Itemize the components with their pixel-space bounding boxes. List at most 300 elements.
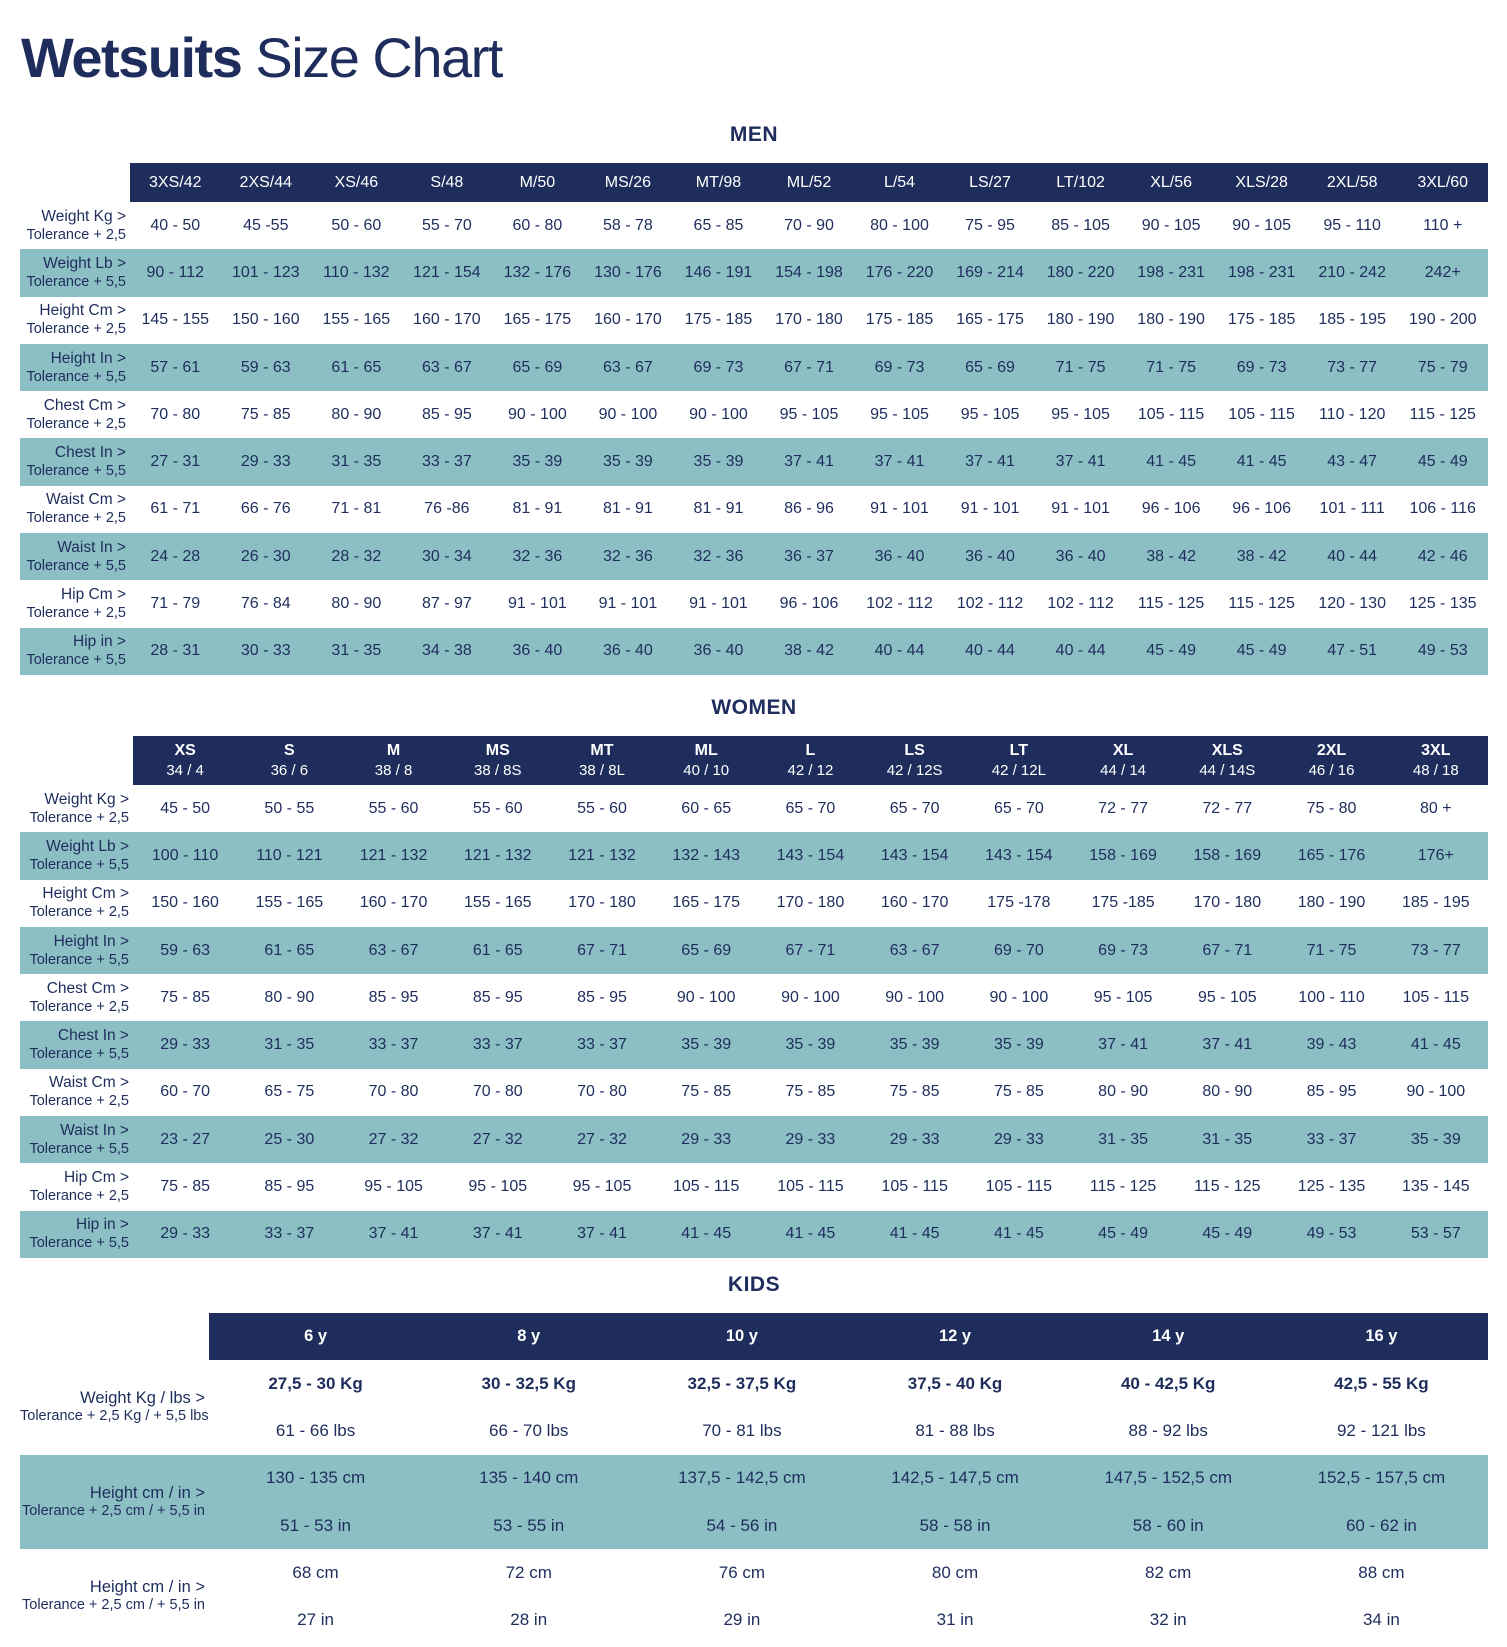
men-header-row <box>20 163 1488 202</box>
table-cell: 160 - 170 <box>413 311 481 329</box>
table-cell: 95 - 110 <box>1323 216 1381 234</box>
table-cell: 75 - 95 <box>965 216 1015 234</box>
kids-size-header: 8 y <box>422 1313 635 1360</box>
table-cell: 49 - 53 <box>1279 1211 1383 1258</box>
table-row <box>20 1069 1488 1116</box>
table-row <box>20 1116 1488 1163</box>
table-cell: 165 - 176 <box>1279 832 1383 879</box>
table-cell: 65 - 69 <box>492 344 583 391</box>
row-label <box>20 880 133 927</box>
table-cell: 105 - 115 <box>881 1178 948 1196</box>
table-cell: 27 - 32 <box>550 1116 654 1163</box>
row-label <box>20 438 130 485</box>
table-cell: 41 - 45 <box>863 1211 967 1258</box>
table-cell: 91 - 101 <box>598 595 658 613</box>
table-cell: 69 - 73 <box>673 344 764 391</box>
women-size-header <box>1175 736 1279 785</box>
title-bold: Wetsuits <box>21 26 242 89</box>
table-cell: 31 in <box>936 1610 974 1630</box>
men-size-header: XLS/28 <box>1216 163 1307 202</box>
table-row <box>20 628 1488 675</box>
table-cell: 125 - 135 <box>1408 595 1477 613</box>
row-label-main: Chest In > <box>57 1027 129 1045</box>
row-label-main: Hip Cm > <box>60 586 126 604</box>
table-cell: 73 - 77 <box>1307 344 1398 391</box>
table-cell: 65 - 70 <box>785 799 836 817</box>
table-cell: 175 - 185 <box>1227 311 1296 329</box>
table-cell: 41 - 45 <box>654 1211 758 1258</box>
table-cell: 61 - 65 <box>446 927 550 974</box>
table-cell: 67 - 71 <box>758 927 862 974</box>
table-row <box>20 249 1488 296</box>
row-label <box>20 1021 133 1068</box>
table-cell: 198 - 231 <box>1216 249 1307 296</box>
table-cell: 85 - 95 <box>1306 1083 1357 1101</box>
row-label-tolerance: Tolerance + 2,5 <box>26 226 126 243</box>
table-cell: 135 - 145 <box>1402 1178 1470 1196</box>
table-cell: 69 - 70 <box>967 927 1071 974</box>
table-cell: 90 - 105 <box>1141 216 1201 234</box>
table-cell: 69 - 73 <box>1216 344 1307 391</box>
size-equivalent: 38 / 8L <box>579 762 625 779</box>
table-cell: 33 - 37 <box>1279 1116 1383 1163</box>
table-row <box>20 1163 1488 1210</box>
table-row <box>20 580 1488 627</box>
table-cell: 90 - 100 <box>781 988 840 1006</box>
table-cell: 42 - 46 <box>1397 533 1488 580</box>
row-label-tolerance: Tolerance + 2,5 Kg / + 5,5 lbs <box>20 1408 209 1425</box>
row-label-tolerance: Tolerance + 5,5 <box>26 652 126 669</box>
table-cell: 60 - 70 <box>160 1083 211 1101</box>
table-cell: 101 - 123 <box>221 249 312 296</box>
table-cell: 40 - 44 <box>1035 628 1126 675</box>
table-cell: 71 - 81 <box>331 500 382 518</box>
size-equivalent: 42 / 12L <box>991 762 1046 779</box>
table-cell: 41 - 45 <box>1384 1021 1488 1068</box>
table-cell: 145 - 155 <box>141 311 210 329</box>
table-row <box>20 1360 1488 1407</box>
table-cell: 38 - 42 <box>764 628 855 675</box>
table-cell: 100 - 110 <box>1298 988 1365 1006</box>
men-size-header: 2XS/44 <box>221 163 312 202</box>
table-cell: 75 - 85 <box>160 1178 211 1196</box>
table-cell: 85 - 95 <box>472 988 523 1006</box>
table-cell: 36 - 37 <box>764 533 855 580</box>
table-cell: 110 - 120 <box>1318 405 1386 423</box>
table-cell: 170 - 180 <box>568 894 636 912</box>
row-label-tolerance: Tolerance + 2,5 <box>26 605 126 622</box>
table-cell: 81 - 91 <box>693 500 744 518</box>
table-cell: 45 - 49 <box>1126 628 1217 675</box>
row-label-main: Weight Lb > <box>43 254 126 272</box>
women-size-header <box>1071 736 1175 785</box>
table-cell: 170 - 180 <box>775 311 843 329</box>
table-cell: 115 - 125 <box>1089 1178 1157 1196</box>
table-cell: 175 - 185 <box>865 311 934 329</box>
table-cell: 105 - 115 <box>1228 405 1295 423</box>
table-cell: 135 - 140 cm <box>422 1455 635 1502</box>
table-cell: 35 - 39 <box>758 1021 862 1068</box>
size-name: 3XL <box>1421 742 1451 759</box>
table-cell: 132 - 176 <box>492 249 583 296</box>
table-cell: 59 - 63 <box>133 927 237 974</box>
size-name: 2XL <box>1316 742 1347 759</box>
table-cell: 105 - 115 <box>985 1178 1053 1196</box>
table-cell: 165 - 175 <box>503 311 572 329</box>
table-cell: 36 - 40 <box>492 628 583 675</box>
table-cell: 37 - 41 <box>764 438 855 485</box>
row-label <box>20 974 133 1021</box>
table-cell: 69 - 73 <box>854 344 945 391</box>
row-label-main: Chest Cm > <box>46 979 129 997</box>
table-cell: 175 -185 <box>1091 894 1155 912</box>
table-cell: 76 - 84 <box>240 595 291 613</box>
table-cell: 102 - 112 <box>1047 595 1114 613</box>
table-cell: 32 in <box>1149 1610 1187 1630</box>
size-name: LS <box>904 742 925 759</box>
table-cell: 47 - 51 <box>1307 628 1398 675</box>
women-size-table <box>20 736 1488 1258</box>
table-cell: 158 - 169 <box>1175 832 1279 879</box>
table-cell: 63 - 67 <box>583 344 674 391</box>
table-cell: 82 cm <box>1145 1562 1192 1582</box>
table-cell: 152,5 - 157,5 cm <box>1275 1455 1488 1502</box>
table-cell: 28 - 32 <box>311 533 402 580</box>
row-label-main: Height cm / in > <box>89 1483 205 1502</box>
table-cell: 40 - 44 <box>945 628 1036 675</box>
table-cell: 58 - 78 <box>603 216 653 234</box>
row-label-tolerance: Tolerance + 2,5 <box>29 998 129 1015</box>
table-cell: 71 - 79 <box>150 595 201 613</box>
row-label <box>20 628 130 675</box>
table-cell: 147,5 - 152,5 cm <box>1062 1455 1275 1502</box>
table-cell: 90 - 105 <box>1232 216 1291 234</box>
table-cell: 130 - 135 cm <box>209 1455 422 1502</box>
women-size-header <box>967 736 1071 785</box>
table-cell: 31 - 35 <box>1175 1116 1279 1163</box>
table-cell: 57 - 61 <box>130 344 221 391</box>
table-row <box>20 1407 1488 1454</box>
table-cell: 125 - 135 <box>1297 1178 1366 1196</box>
table-cell: 34 in <box>1362 1610 1400 1630</box>
table-cell: 65 - 70 <box>993 799 1044 817</box>
table-cell: 91 - 101 <box>508 595 567 613</box>
table-row <box>20 974 1488 1021</box>
table-row <box>20 1211 1488 1258</box>
table-cell: 70 - 80 <box>368 1083 419 1101</box>
row-label-main: Weight Lb > <box>46 837 129 855</box>
table-cell: 35 - 39 <box>673 438 764 485</box>
table-cell: 110 - 132 <box>311 249 402 296</box>
table-cell: 58 - 60 in <box>1062 1502 1275 1549</box>
size-name: MT <box>590 742 614 759</box>
row-label-main: Waist Cm > <box>46 491 126 509</box>
table-cell: 75 - 85 <box>681 1083 732 1101</box>
table-cell: 53 - 57 <box>1384 1211 1488 1258</box>
table-cell: 31 - 35 <box>237 1021 341 1068</box>
table-cell: 91 - 101 <box>870 500 929 518</box>
size-equivalent: 48 / 18 <box>1412 762 1459 779</box>
table-cell: 40 - 50 <box>150 216 201 234</box>
table-cell: 38 - 42 <box>1126 533 1217 580</box>
table-cell: 102 - 112 <box>956 595 1024 613</box>
kids-size-header: 16 y <box>1275 1313 1488 1360</box>
kids-size-header: 12 y <box>848 1313 1061 1360</box>
table-cell: 158 - 169 <box>1071 832 1175 879</box>
table-cell: 45 - 49 <box>1175 1211 1279 1258</box>
table-cell: 67 - 71 <box>1175 927 1279 974</box>
size-equivalent: 44 / 14 <box>1100 762 1147 779</box>
row-label-tolerance: Tolerance + 2,5 <box>29 1093 129 1110</box>
table-cell: 90 - 100 <box>885 988 944 1006</box>
table-cell: 96 - 106 <box>1232 500 1291 518</box>
table-cell: 55 - 70 <box>421 216 472 234</box>
women-header-row <box>20 736 1488 785</box>
row-label-tolerance: Tolerance + 5,5 <box>26 273 126 290</box>
table-cell: 41 - 45 <box>967 1211 1071 1258</box>
row-label-tolerance: Tolerance + 5,5 <box>29 856 129 873</box>
table-cell: 91 - 101 <box>960 500 1020 518</box>
table-cell: 32,5 - 37,5 Kg <box>687 1373 797 1393</box>
table-cell: 29 - 33 <box>758 1116 862 1163</box>
table-cell: 41 - 45 <box>758 1211 862 1258</box>
table-cell: 110 + <box>1423 216 1463 234</box>
table-cell: 85 - 95 <box>368 988 419 1006</box>
table-cell: 75 - 85 <box>993 1083 1044 1101</box>
table-cell: 33 - 37 <box>550 1021 654 1068</box>
table-cell: 26 - 30 <box>221 533 312 580</box>
table-cell: 110 - 121 <box>237 832 341 879</box>
kids-header-row <box>20 1313 1488 1360</box>
table-cell: 60 - 80 <box>512 216 563 234</box>
table-row <box>20 1455 1488 1502</box>
table-cell: 27 - 31 <box>130 438 221 485</box>
kids-size-header: 14 y <box>1062 1313 1275 1360</box>
table-cell: 35 - 39 <box>863 1021 967 1068</box>
table-cell: 40 - 42,5 Kg <box>1120 1373 1216 1393</box>
table-cell: 130 - 176 <box>583 249 674 296</box>
table-cell: 154 - 198 <box>764 249 855 296</box>
size-name: XL <box>1112 742 1134 759</box>
table-cell: 30 - 33 <box>221 628 312 675</box>
table-cell: 95 - 105 <box>1197 988 1257 1006</box>
table-cell: 95 - 105 <box>1093 988 1153 1006</box>
table-cell: 169 - 214 <box>945 249 1036 296</box>
table-cell: 37 - 41 <box>1035 438 1126 485</box>
table-cell: 37 - 41 <box>1175 1021 1279 1068</box>
size-equivalent: 34 / 4 <box>166 762 204 779</box>
table-cell: 85 - 105 <box>1051 216 1110 234</box>
table-row <box>20 533 1488 580</box>
table-cell: 176+ <box>1384 832 1488 879</box>
table-cell: 105 - 115 <box>1137 405 1205 423</box>
row-label <box>20 202 130 249</box>
table-cell: 92 - 121 lbs <box>1336 1420 1426 1440</box>
table-cell: 80 - 100 <box>870 216 929 234</box>
row-label-tolerance: Tolerance + 5,5 <box>29 1140 129 1157</box>
table-cell: 90 - 100 <box>676 988 736 1006</box>
table-row <box>20 202 1488 249</box>
row-label-main: Hip Cm > <box>63 1169 129 1187</box>
table-cell: 95 - 105 <box>468 1178 528 1196</box>
row-label <box>20 1549 209 1644</box>
table-cell: 45 - 49 <box>1071 1211 1175 1258</box>
table-cell: 72 - 77 <box>1098 799 1148 817</box>
table-cell: 35 - 39 <box>583 438 674 485</box>
table-cell: 36 - 40 <box>1035 533 1126 580</box>
size-name: ML <box>694 742 718 759</box>
table-cell: 65 - 69 <box>945 344 1036 391</box>
table-cell: 40 - 44 <box>1307 533 1398 580</box>
size-name: L <box>805 742 816 759</box>
women-size-header <box>133 736 237 785</box>
table-cell: 115 - 125 <box>1409 405 1476 423</box>
table-row <box>20 880 1488 927</box>
table-row <box>20 832 1488 879</box>
table-cell: 53 - 55 in <box>422 1502 635 1549</box>
table-cell: 36 - 40 <box>945 533 1036 580</box>
table-cell: 81 - 88 lbs <box>915 1420 995 1440</box>
table-cell: 170 - 180 <box>1193 894 1262 912</box>
row-label <box>20 1455 209 1550</box>
header-blank <box>20 1313 209 1360</box>
table-cell: 90 - 100 <box>598 405 658 423</box>
table-cell: 176 - 220 <box>854 249 945 296</box>
table-cell: 61 - 65 <box>237 927 341 974</box>
table-cell: 61 - 65 <box>311 344 402 391</box>
table-cell: 102 - 112 <box>866 595 933 613</box>
table-cell: 76 -86 <box>424 500 470 518</box>
row-label-main: Height Cm > <box>42 885 129 903</box>
table-cell: 33 - 37 <box>446 1021 550 1068</box>
row-label-tolerance: Tolerance + 5,5 <box>29 1046 129 1063</box>
table-cell: 50 - 55 <box>264 799 315 817</box>
table-cell: 115 - 125 <box>1137 595 1205 613</box>
table-cell: 55 - 60 <box>472 799 523 817</box>
table-cell: 175 - 185 <box>684 311 753 329</box>
table-cell: 25 - 30 <box>237 1116 341 1163</box>
row-label-main: Weight Kg / lbs > <box>80 1389 205 1408</box>
table-cell: 23 - 27 <box>133 1116 237 1163</box>
table-cell: 210 - 242 <box>1307 249 1398 296</box>
women-size-header <box>863 736 967 785</box>
table-cell: 40 - 44 <box>854 628 945 675</box>
table-cell: 90 - 100 <box>1406 1083 1466 1101</box>
table-cell: 33 - 37 <box>237 1211 341 1258</box>
table-cell: 150 - 160 <box>151 894 219 912</box>
table-cell: 63 - 67 <box>341 927 445 974</box>
table-cell: 33 - 37 <box>402 438 493 485</box>
women-heading: WOMEN <box>711 696 797 719</box>
table-cell: 105 - 115 <box>672 1178 740 1196</box>
row-label-tolerance: Tolerance + 5,5 <box>26 463 126 480</box>
title-light: Size Chart <box>255 26 502 89</box>
table-cell: 45 - 49 <box>1397 438 1488 485</box>
table-cell: 35 - 39 <box>654 1021 758 1068</box>
size-name: MS <box>485 742 510 759</box>
row-label-main: Chest In > <box>54 444 126 462</box>
row-label-tolerance: Tolerance + 2,5 <box>26 415 126 432</box>
table-cell: 29 - 33 <box>221 438 312 485</box>
table-cell: 76 cm <box>718 1562 766 1582</box>
table-row <box>20 297 1488 344</box>
table-cell: 91 - 101 <box>689 595 748 613</box>
table-cell: 75 - 80 <box>1306 799 1357 817</box>
row-label-tolerance: Tolerance + 5,5 <box>26 368 126 385</box>
table-cell: 32 - 36 <box>583 533 674 580</box>
table-cell: 42,5 - 55 Kg <box>1334 1373 1429 1393</box>
table-cell: 160 - 170 <box>880 894 949 912</box>
header-blank <box>20 736 133 785</box>
table-row <box>20 344 1488 391</box>
table-cell: 80 - 90 <box>1202 1083 1253 1101</box>
table-cell: 90 - 112 <box>130 249 221 296</box>
women-size-header <box>1384 736 1488 785</box>
table-cell: 155 - 165 <box>255 894 324 912</box>
row-label-tolerance: Tolerance + 2,5 <box>29 1188 129 1205</box>
men-size-header: 3XS/42 <box>130 163 221 202</box>
table-cell: 51 - 53 in <box>209 1502 422 1549</box>
row-label <box>20 1116 133 1163</box>
table-cell: 90 - 100 <box>689 405 748 423</box>
table-cell: 30 - 32,5 Kg <box>481 1373 576 1393</box>
row-label-main: Chest Cm > <box>43 396 126 414</box>
table-cell: 69 - 73 <box>1071 927 1175 974</box>
table-cell: 88 - 92 lbs <box>1128 1420 1208 1440</box>
men-size-header: 3XL/60 <box>1397 163 1488 202</box>
table-cell: 61 - 66 lbs <box>275 1420 356 1440</box>
table-cell: 85 - 95 <box>421 405 472 423</box>
table-cell: 24 - 28 <box>130 533 221 580</box>
men-size-header: MS/26 <box>583 163 674 202</box>
table-cell: 27 - 32 <box>341 1116 445 1163</box>
table-cell: 29 in <box>723 1610 761 1630</box>
table-cell: 66 - 70 lbs <box>489 1420 569 1440</box>
table-cell: 28 in <box>510 1610 548 1630</box>
table-cell: 105 - 115 <box>777 1178 844 1196</box>
table-cell: 37,5 - 40 Kg <box>907 1373 1003 1393</box>
table-cell: 70 - 80 <box>472 1083 523 1101</box>
table-cell: 70 - 90 <box>784 216 834 234</box>
table-cell: 66 - 76 <box>240 500 291 518</box>
table-cell: 90 - 100 <box>508 405 567 423</box>
row-label <box>20 1163 133 1210</box>
table-cell: 70 - 80 <box>150 405 201 423</box>
table-cell: 36 - 40 <box>583 628 674 675</box>
table-cell: 185 - 195 <box>1318 311 1386 329</box>
table-cell: 60 - 65 <box>681 799 732 817</box>
table-cell: 96 - 106 <box>1141 500 1201 518</box>
row-label <box>20 1069 133 1116</box>
table-cell: 43 - 47 <box>1307 438 1398 485</box>
size-name: LT <box>1009 742 1029 759</box>
table-cell: 95 - 105 <box>1051 405 1110 423</box>
table-cell: 170 - 180 <box>776 894 845 912</box>
table-cell: 27 - 32 <box>446 1116 550 1163</box>
table-cell: 65 - 69 <box>654 927 758 974</box>
table-cell: 35 - 39 <box>967 1021 1071 1068</box>
women-size-header <box>446 736 550 785</box>
table-cell: 71 - 75 <box>1126 344 1217 391</box>
table-cell: 73 - 77 <box>1384 927 1488 974</box>
table-cell: 32 - 36 <box>492 533 583 580</box>
table-cell: 137,5 - 142,5 cm <box>635 1455 848 1502</box>
table-cell: 32 - 36 <box>673 533 764 580</box>
row-label-main: Hip in > <box>73 633 126 651</box>
table-cell: 80 + <box>1420 799 1452 817</box>
row-label-main: Height Cm > <box>39 302 126 320</box>
table-cell: 106 - 116 <box>1409 500 1476 518</box>
